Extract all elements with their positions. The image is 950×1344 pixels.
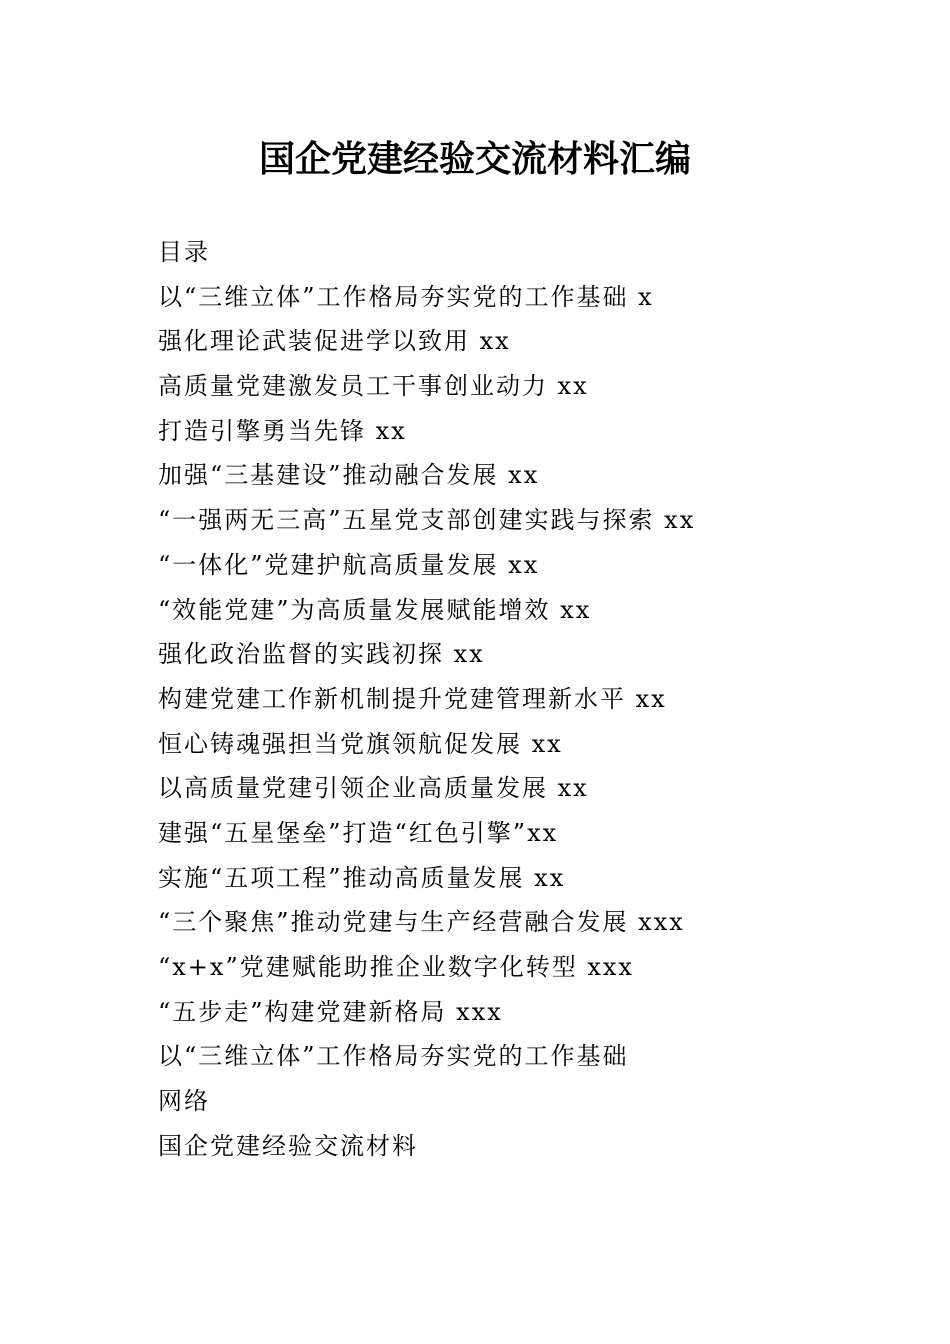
toc-item: 以“三维立体”工作格局夯实党的工作基础 x	[158, 282, 654, 311]
section-title-line-1: 以“三维立体”工作格局夯实党的工作基础	[158, 1042, 629, 1071]
document-title: 国企党建经验交流材料汇编	[258, 138, 691, 180]
toc-item: 加强“三基建设”推动融合发展 xx	[158, 461, 540, 490]
toc-item: 打造引擎勇当先锋 xx	[158, 416, 407, 445]
section-subtitle: 国企党建经验交流材料	[158, 1131, 418, 1160]
toc-item: 高质量党建激发员工干事创业动力 xx	[158, 372, 589, 401]
toc-item: “一强两无三高”五星党支部创建实践与探索 xx	[158, 506, 696, 535]
document-body	[158, 230, 878, 1168]
toc-item: “效能党建”为高质量发展赋能增效 xx	[158, 595, 592, 624]
toc-item: 实施“五项工程”推动高质量发展 xx	[158, 863, 566, 892]
toc-item: “x+x”党建赋能助推企业数字化转型 xxx	[158, 953, 634, 981]
toc-item: 以高质量党建引领企业高质量发展 xx	[158, 774, 589, 803]
toc-heading: 目录	[158, 238, 210, 266]
toc-item: 强化政治监督的实践初探 xx	[158, 640, 485, 669]
section-title-line-2: 网络	[158, 1087, 210, 1116]
toc-item: 建强“五星堡垒”打造“红色引擎”xx	[158, 818, 559, 847]
toc-item: “一体化”党建护航高质量发展 xx	[158, 550, 540, 579]
toc-item: 强化理论武装促进学以致用 xx	[158, 327, 511, 356]
toc-item: “五步走”构建党建新格局 xxx	[158, 997, 503, 1026]
toc-item: 恒心铸魂强担当党旗领航促发展 xx	[158, 729, 563, 758]
toc-item: 构建党建工作新机制提升党建管理新水平 xx	[158, 684, 667, 713]
toc-item: “三个聚焦”推动党建与生产经营融合发展 xxx	[158, 908, 685, 937]
